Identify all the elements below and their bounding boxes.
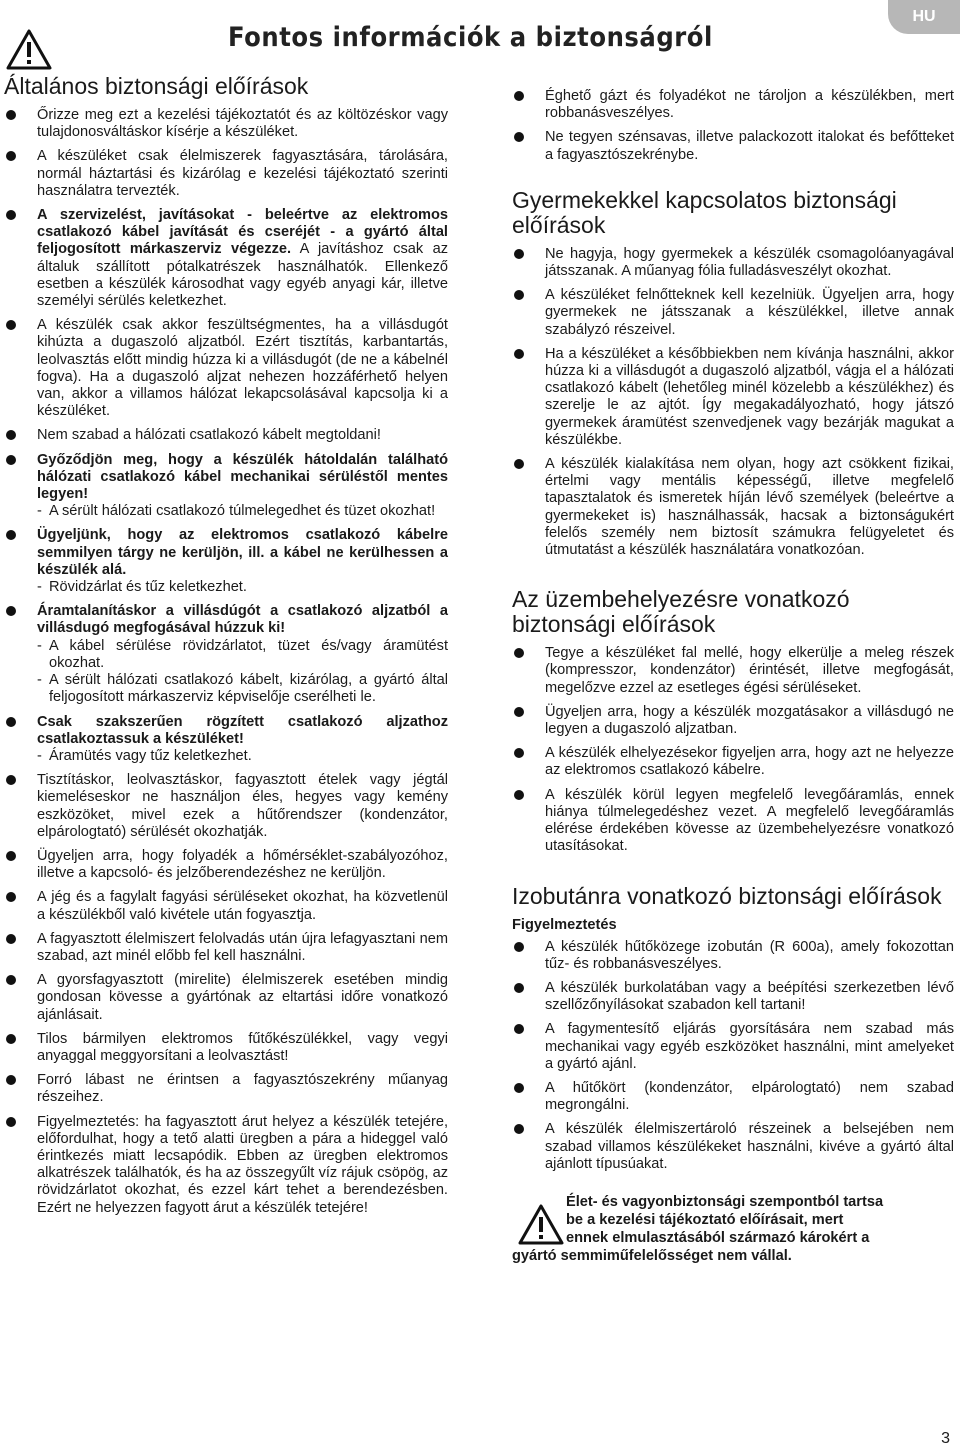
item-text: Ha a készüléket a későbbiekben nem kívánja használni, akkor húzza ki a villásdugót a dugaszoló aljzatból, vágja el a hálózati csatlakozó kábelt (lehetőleg minél közelebb a készülékhez) és szerelje le az ajtót. Így megakadályozható, hogy játszó gyermekek áramütést szenvedjenek vagy bezárják magukat a készülékbe. [545,345,954,448]
isobutane-list [512,939,954,1173]
bold-text: Ügyeljünk, hogy az elektromos csatlakozó kábelre semmilyen tárgy ne kerüljön, ill. a kábel ne kerülhessen a készülék alá. [37,527,448,578]
isobutane-heading: Izobutánra vonatkozó biztonsági előírások [512,882,942,909]
item-text: A készülék elhelyezésekor figyeljen arra, hogy azt ne helyezze az elektromos csatlakozó kábelre. [545,745,954,779]
warning-triangle-icon [518,1203,564,1245]
sub-item: - A kábel sérülése rövidzárlatot, tüzet és/vagy áramütést okozhat. [37,638,448,672]
left-column [4,74,448,1224]
list-item [4,148,448,200]
item-text: A készülék csak akkor feszültségmentes, ha a villásdugót kihúzta a dugaszoló aljzatból. Ezért tisztítás, karbantartás, leolvasztás előtt mindig húzza ki a villásdugót (de ne a kábelnél fogva). Ha a dugaszoló aljzat nehezen hozzáférhető helyen van, akkor a villamos hálózat lekapcsolásával kapcsolja ki a készüléket. [37,317,448,420]
list-item [512,129,954,163]
list-item [4,452,448,521]
sub-item: - A sérült hálózati csatlakozó túlmelegedhet és tüzet okozhat! [37,503,448,520]
item-text: Tegye a készüléket fal mellé, hogy elkerülje a meleg részek (kompresszor, kondenzátor) érintését, illetve megfogását, megelőzve ezzel az esetleges égési sérüléseket. [545,645,954,696]
isobutane-section [512,884,954,1173]
item-text: A készüléket csak élelmiszerek fagyasztására, tárolására, normál háztartási és kizárólag e kezelési tájékoztató szerinti használatra tervezték. [37,148,448,199]
list-item [512,287,954,339]
sub-item: - A sérült hálózati csatlakozó kábelt, kizárólag, a gyártó által feljogosított márkaszerviz képviselője cserélheti le. [37,672,448,706]
warning-triangle-icon [6,28,52,70]
item-text: Nem szabad a hálózati csatlakozó kábelt megtoldani! [37,427,381,444]
list-item [4,772,448,841]
item-text: A készülék kialakítása nem olyan, hogy azt csökkent fizikai, értelmi vagy mentális képességű, illetve megfelelő tapasztalatok és ismeretek híján lévő személyek (beleértve a gyermekeket is) használhassák, hacsak a biztonságukért felelős személy nem biztosít számukra felügyeletet és útmutatást a készülék használatára vonatkozóan. [545,456,954,559]
item-text: Ügyeljen arra, hogy folyadék a hőmérséklet-szabályozóhoz, illetve a kapcsoló- és jelzőberendezéshez ne kerüljön. [37,847,448,882]
item-text: Ügyeljen arra, hogy a készülék mozgatásakor a villásdugó ne legyen a dugaszoló aljzatban. [545,703,954,738]
installation-section [512,587,954,855]
list-item [4,603,448,706]
bold-text: Csak szakszerűen rögzített csatlakozó aljzathoz csatlakoztassuk a készüléket! [37,713,448,747]
page-number: 3 [941,1430,950,1447]
installation-list [512,645,954,855]
sub-item: - Áramütés vagy tűz keletkezhet. [37,748,448,765]
general-safety-heading: Általános biztonsági előírások [4,73,309,99]
liability-text: Élet- és vagyonbiztonsági szempontból tartsa be a kezelési tájékoztató előírásait, mert ennek elmulasztásából származó károkért a gyártó semmiműfelelősséget nem vállal. [512,1193,884,1264]
list-item [512,704,954,738]
children-section [512,188,954,559]
item-text: A hűtőkört (kondenzátor, elpárologtató) nem szabad megrongálni. [545,1079,954,1114]
right-column [512,88,954,1265]
warning-subheading: Figyelmeztetés [512,916,617,933]
list-item [512,246,954,280]
item-text: Figyelmeztetés: ha fagyasztott árut helyez a készülék tetejére, előfordulhat, hogy a tető alatti üregben a pára a hideggel való érintkezés miatt lecsapódik. Ebben az üregben elektromos alkatrészek találhatók, és ha az összegyűlt víz rájuk csöpög, az rövidzárlatot okozhat, és ezzel kárt tehet a berendezésben. Ezért ne helyezzen fagyott árut a készülék tetejére! [37,1113,448,1216]
sub-item: - Rövidzárlat és tűz keletkezhet. [37,579,448,596]
item-text: A gyorsfagyasztott (mirelite) élelmiszerek esetében mindig gondosan kövesse a gyártónak az eltartási időre vonatkozó ajánlásait. [37,972,448,1023]
list-item [4,848,448,882]
installation-heading: Az üzembehelyezésre vonatkozó biztonsági előírások [512,586,850,638]
list-item [4,1072,448,1106]
language-badge: HU [888,0,960,34]
general-safety-list [4,107,448,1217]
list-item [512,645,954,697]
item-text: A készülék burkolatában vagy a beépítési szerkezetben lévő szellőzőnyílásokat szabadon kell tartani! [545,979,954,1014]
item-text: Tilos bármilyen elektromos fűtőkészülékkel, vagy vegyi anyaggal meggyorsítani a leolvasztást! [37,1030,448,1064]
list-item [512,745,954,779]
item-text: Forró lábast ne érintsen a fagyasztószekrény műanyag részeihez. [37,1072,448,1106]
list-item [4,1031,448,1065]
item-text: A fagyasztott élelmiszert felolvadás után újra lefagyasztani nem szabad, azt minél előbb fel kell használni. [37,930,448,964]
item-text: A készülék hűtőközege izobután (R 600a), amely fokozottan tűz- és robbanásveszélyes. [545,938,954,972]
item-text: A készülék körül legyen megfelelő levegőáramlás, ennek hiánya túlmelegedéshez vezet. A megfelelő levegőáramlás elérése érdekében kövesse az üzembehelyezésre vonatkozó utasításokat. [545,786,954,855]
list-item [4,207,448,310]
list-item [512,787,954,856]
item-text: A készülék élelmiszertároló részeinek a belsejében nem szabad villamos készülékeket használni, kivéve a gyártó által ajánlott típusúakat. [545,1121,954,1172]
item-text: A készüléket felnőtteknek kell kezelniük. Ügyeljen arra, hogy gyermekek ne játsszanak a készülékkel, illetve annak szabályzó részeivel. [545,287,954,338]
list-item [512,88,954,122]
list-item [512,346,954,449]
list-item [4,317,448,420]
item-text: Éghető gázt és folyadékot ne tároljon a készülékben, mert robbanásveszélyes. [545,88,954,122]
item-text: A fagymentesítő eljárás gyorsítására nem szabad más mechanikai vagy egyéb eszközöket használni, mint amelyeket a gyártó ajánl. [545,1021,954,1072]
list-item [512,1121,954,1173]
list-item [512,939,954,973]
storage-list [512,88,954,164]
list-item [4,889,448,923]
children-heading: Gyermekekkel kapcsolatos biztonsági előírások [512,186,897,238]
list-item [512,456,954,559]
liability-notice [512,1193,954,1265]
list-item [4,931,448,965]
list-item [4,972,448,1024]
list-item [4,527,448,596]
list-item [4,714,448,766]
item-text: A jég és a fagylalt fagyási sérüléseket okozhat, ha közvetlenül a készülékből való kivétele után fogyasztja. [37,889,448,923]
item-text: Ne tegyen szénsavas, illetve palackozott italokat és befőtteket a fagyasztószekrénybe. [545,129,954,163]
item-text: Őrizze meg ezt a kezelési tájékoztatót és az költözéskor vagy tulajdonosváltáskor kísérje a készüléket. [37,107,448,141]
bold-text: A szervizelést, javításokat - beleértve az elektromos csatlakozó kábel javítását és cseréjét - a gyártó által feljogosított márkaszerviz végezze. [37,207,448,258]
page-title: Fontos információk a biztonságról [228,22,713,53]
list-item [512,980,954,1014]
list-item [4,107,448,141]
item-text: A javításhoz csak az általuk szállított pótalkatrészek használhatók. Ellenkező esetben a készülék károsodhat vagy egyéb anyagi kár, illetve személyi sérülés keletkezhet. [37,241,448,310]
children-list [512,246,954,559]
list-item [512,1080,954,1114]
bold-text: Győződjön meg, hogy a készülék hátoldalán található hálózati csatlakozó kábel mechanikai sérüléstől mentes legyen! [37,451,448,503]
item-text: Ne hagyja, hogy gyermekek a készülék csomagolóanyagával játsszanak. A műanyag fólia fulladásveszélyt okozhat. [545,245,954,280]
list-item [4,1114,448,1217]
list-item [512,1021,954,1073]
list-item [4,427,448,444]
bold-text: Áramtalanításkor a villásdúgót a csatlakozó aljzatból a villásdugó megfogásával húzzuk ki! [37,603,448,637]
item-text: Tisztításkor, leolvasztáskor, fagyasztott ételek vagy jégtál kiemeléseskor ne használjon éles, hegyes vagy kemény eszközöket, mivel ezek a hűtőrendszer (kondenzátor, elpárologtató) sérülését okozhatják. [37,772,448,840]
